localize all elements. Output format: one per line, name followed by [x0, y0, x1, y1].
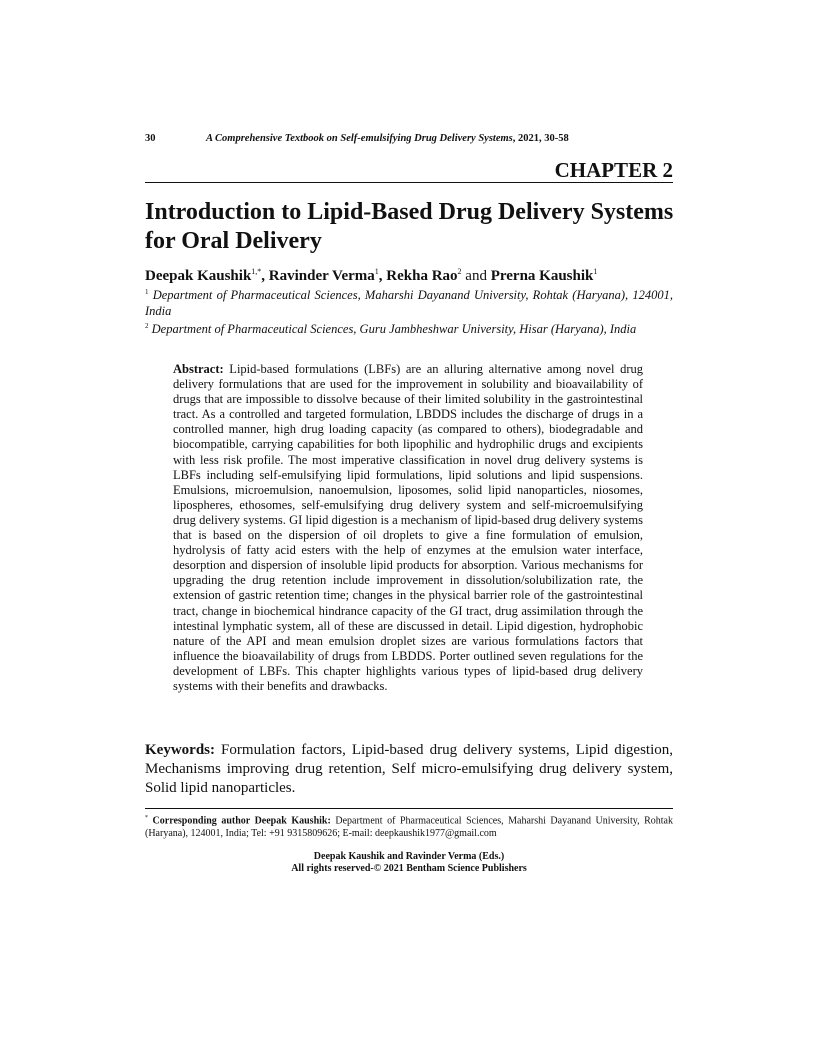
editors-line: Deepak Kaushik and Ravinder Verma (Eds.) — [313, 851, 505, 862]
affiliation-text: Department of Pharmaceutical Sciences, Guru Jambheshwar University, Hisar (Haryana), India — [148, 322, 637, 337]
keywords-label: Keywords: — [145, 742, 215, 758]
author-name: Rekha Rao — [386, 268, 458, 284]
author-affiliation-mark: 1 — [374, 267, 379, 276]
abstract-label: Abstract: — [173, 362, 224, 376]
affiliation-1 — [145, 284, 673, 319]
rights-line: All rights reserved-© 2021 Bentham Science Publishers — [291, 863, 527, 874]
year-pages: , 2021, 30-58 — [512, 133, 569, 144]
page-number: 30 — [145, 133, 156, 144]
author-separator: and — [461, 268, 491, 284]
affiliation-number: 1 — [145, 288, 149, 296]
affiliation-number: 2 — [145, 322, 149, 330]
article-title: Introduction to Lipid-Based Drug Delivery Systems for Oral Delivery — [145, 199, 674, 254]
author-name: Prerna Kaushik — [490, 268, 594, 284]
keywords-text: Formulation factors, Lipid-based drug delivery systems, Lipid digestion, Mechanisms improving drug retention, Self micro-emulsifying drug delivery system, Solid lipid nanoparticles. — [145, 742, 673, 796]
footnote-text: Department of Pharmaceutical Sciences, Maharshi Dayanand University, Rohtak (Haryana), 124001, India; Tel: +91 9315809626; E-mail: deepkaushik1977@gmail.com — [145, 815, 673, 840]
affiliation-text: Department of Pharmaceutical Sciences, Maharshi Dayanand University, Rohtak (Haryana), 124001, India — [145, 288, 673, 319]
book-title: A Comprehensive Textbook on Self-emulsifying Drug Delivery Systems — [206, 133, 513, 144]
author-separator: , — [378, 268, 387, 284]
chapter-rule — [145, 182, 673, 183]
keywords — [145, 741, 673, 798]
footnote-label: Corresponding author Deepak Kaushik: — [148, 815, 331, 827]
footnote-rule — [145, 808, 673, 809]
author-affiliation-mark: 1 — [593, 267, 598, 276]
corresponding-author-footnote — [145, 812, 673, 840]
author-affiliation-mark: 1,* — [251, 267, 262, 276]
abstract-text: Lipid-based formulations (LBFs) are an alluring alternative among novel drug delivery formulations that are used for the improvement in solubility and bioavailability of drugs that are impossible to dissolve because of their limited solubility in the gastrointestinal tract. As a controlled and targeted formulation, LBDDS includes the discharge of drugs in a controlled manner, high drug loading capacity (as compared to others), biodegradable and biocompatible, carrying capabilities for both lipophilic and hydrophilic drugs and excipients with less risk profile. The most imperative classification in novel drug delivery systems is LBFs including self-emulsifying lipid formulations, lipid solutions and lipid suspensions. Emulsions, microemulsion, nanoemulsion, liposomes, solid lipid nanoparticles, niosomes, lipospheres, ethosomes, self-emulsifying drug delivery system and self-microemulsifying drug delivery systems. GI lipid digestion is a mechanism of lipid-based drug delivery systems that is based on the dispersion of oil droplets to give a fine formulation of emulsion, hydrolysis of fatty acid esters with the help of enzymes at the emulsion water interface, desorption and dispersion of insoluble lipid products for absorption. Various mechanisms for upgrading the drug retention include improvement in dissolution/solubilization rate, the extension of gastric retention time; changes in the physical barrier role of the gastrointestinal tract, change in biochemical hindrance capacity of the GI tract, drug assimilation through the intestinal lymphatic system, all of these are discussed in detail. Lipid digestion, hydrophobic nature of the API and mean emulsion droplet sizes are various formulations factors that influence the bioavailability of drugs from LBDDS. Porter outlined seven regulations for the development of LBFs. This chapter highlights various types of lipid-based drug delivery systems with their benefits and drawbacks. — [173, 362, 643, 693]
chapter-label: CHAPTER 2 — [554, 158, 673, 182]
author-list — [145, 262, 673, 286]
affiliation-2 — [145, 318, 673, 337]
author-affiliation-mark: 2 — [457, 267, 462, 276]
source-line — [206, 133, 569, 144]
editors-block — [145, 851, 673, 875]
abstract — [173, 362, 643, 694]
author-name: Deepak Kaushik — [145, 268, 252, 284]
author-separator: , — [261, 268, 269, 284]
footnote-mark: * — [145, 815, 148, 821]
author-name: Ravinder Verma — [268, 268, 375, 284]
